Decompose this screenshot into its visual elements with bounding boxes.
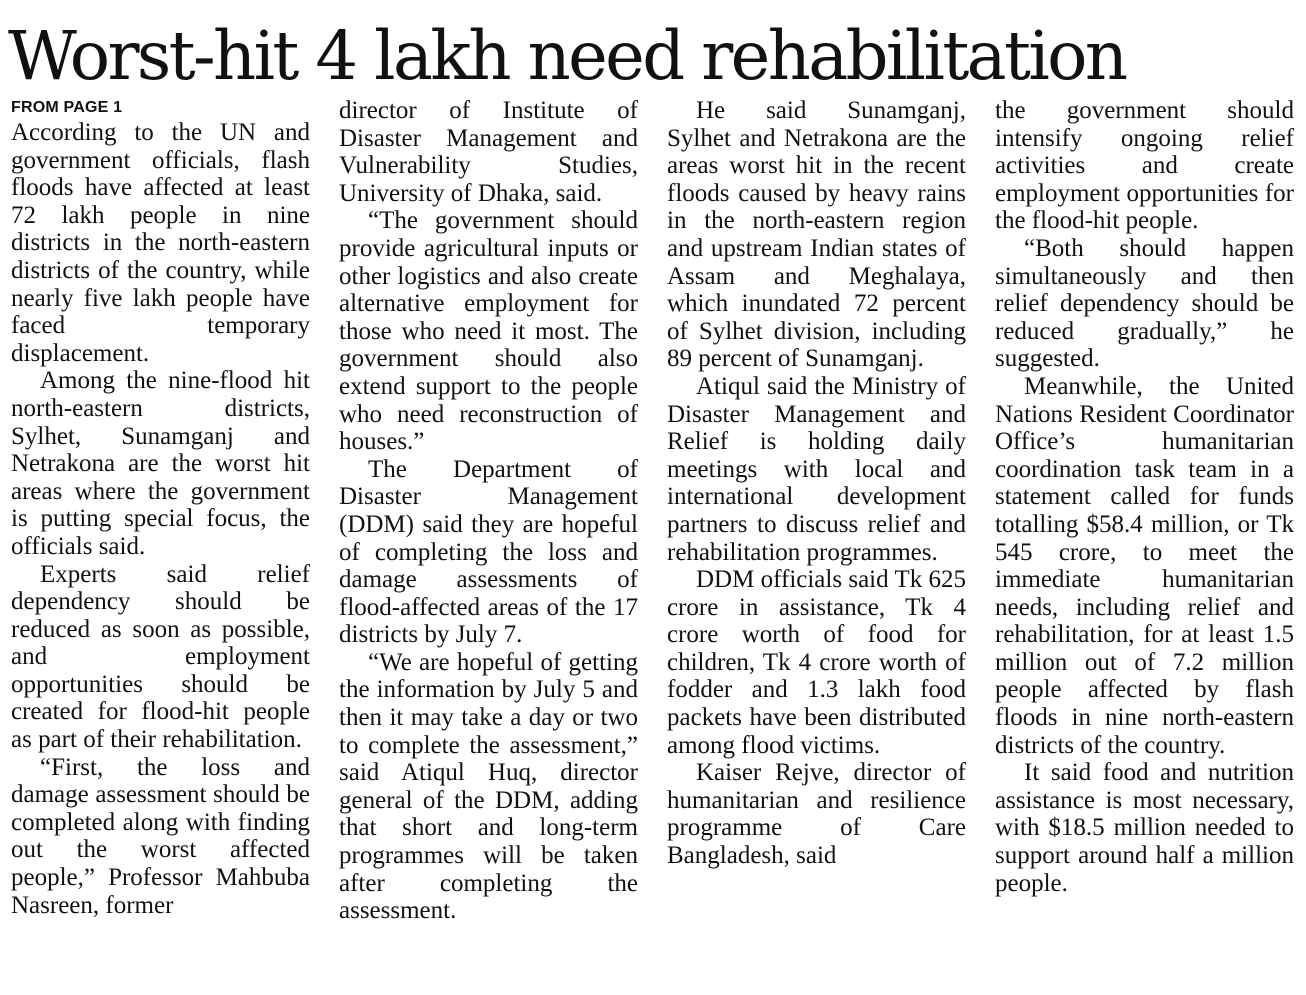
paragraph: DDM officials said Tk 625 crore in assistance, Tk 4 crore worth of food for children, Tk 4 crore worth of fodder and 1.3 lakh food packets have been distributed among flood victims. — [667, 566, 966, 759]
paragraph: director of Institute of Disaster Management and Vulnerability Studies, University of Dhaka, said. — [339, 97, 638, 207]
paragraph: It said food and nutrition assistance is most necessary, with $18.5 million needed to support around half a million people. — [995, 759, 1294, 897]
article-column-2 — [339, 97, 638, 925]
article-column-1 — [11, 97, 310, 919]
paragraph: Among the nine-flood hit north-eastern districts, Sylhet, Sunamganj and Netrakona are the worst hit areas where the government is putting special focus, the officials said. — [11, 367, 310, 560]
article-column-3 — [667, 97, 966, 870]
paragraph: “We are hopeful of getting the information by July 5 and then it may take a day or two to complete the assessment,” said Atiqul Huq, director general of the DDM, adding that short and long-term programmes will be taken after completing the assessment. — [339, 648, 638, 925]
headline: Worst-hit 4 lakh need rehabilitation — [8, 17, 1126, 95]
article-column-4 — [995, 97, 1294, 897]
page-jump-kicker: FROM PAGE 1 — [11, 99, 123, 116]
paragraph: “First, the loss and damage assessment should be completed along with finding out the worst affected people,” Professor Mahbuba Nasreen, former — [11, 753, 310, 919]
paragraph: the government should intensify ongoing relief activities and create employment opportunities for the flood-hit people. — [995, 97, 1294, 235]
paragraph: He said Sunamganj, Sylhet and Netrakona are the areas worst hit in the recent floods caused by heavy rains in the north-eastern region and upstream Indian states of Assam and Meghalaya, which inundated 72 percent of Sylhet division, including 89 percent of Sunamganj. — [667, 97, 966, 373]
paragraph: According to the UN and government officials, flash floods have affected at least 72 lakh people in nine districts in the north-eastern districts of the country, while nearly five lakh people have faced temporary displacement. — [11, 119, 310, 367]
paragraph: “The government should provide agricultural inputs or other logistics and also create alternative employment for those who need it most. The government should also extend support to the people who need reconstruction of houses.” — [339, 207, 638, 456]
paragraph: The Department of Disaster Management (DDM) said they are hopeful of completing the loss and damage assessments of flood-affected areas of the 17 districts by July 7. — [339, 455, 638, 649]
paragraph: Atiqul said the Ministry of Disaster Management and Relief is holding daily meetings with local and international development partners to discuss relief and rehabilitation programmes. — [667, 372, 966, 566]
paragraph: Meanwhile, the United Nations Resident Coordinator Office’s humanitarian coordination task team in a statement called for funds totalling $58.4 million, or Tk 545 crore, to meet the immediate humanitarian needs, including relief and rehabilitation, for at least 1.5 million out of 7.2 million people affected by flash floods in nine north-eastern districts of the country. — [995, 372, 1294, 759]
paragraph: Experts said relief dependency should be reduced as soon as possible, and employment opportunities should be created for flood-hit people as part of their rehabilitation. — [11, 560, 310, 754]
paragraph: Kaiser Rejve, director of humanitarian and resilience programme of Care Bangladesh, said — [667, 759, 966, 870]
paragraph: “Both should happen simultaneously and then relief dependency should be reduced gradually,” he suggested. — [995, 234, 1294, 373]
